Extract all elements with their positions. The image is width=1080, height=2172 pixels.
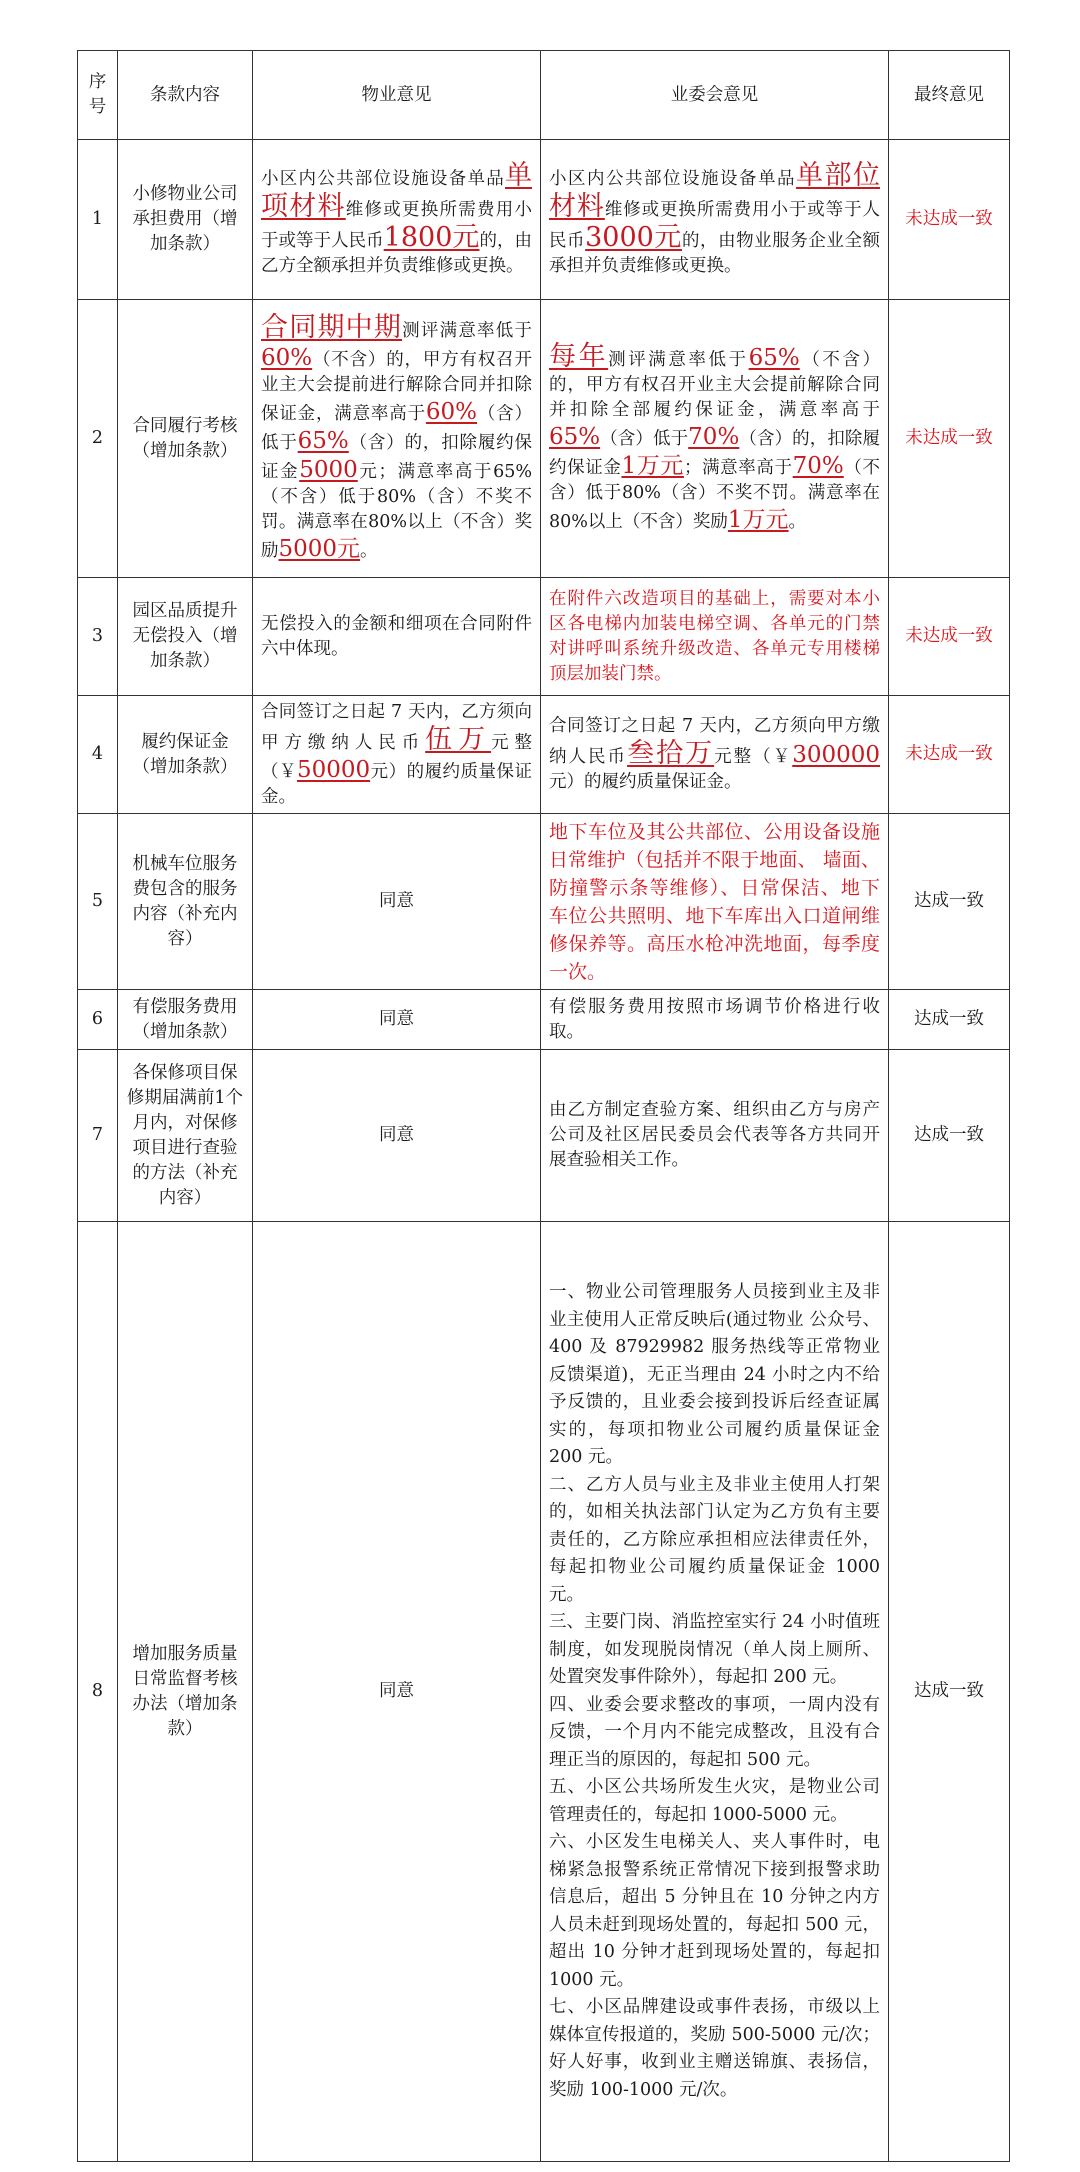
- row-property-opinion: 合同签订之日起 7 天内，乙方须向甲方缴纳人民币伍万元整（￥50000元）的履约质量保证金。: [253, 696, 541, 814]
- opinion-table: [77, 50, 1010, 2162]
- table-row: [78, 1222, 1010, 2162]
- row-no: 2: [78, 300, 118, 578]
- emphasis-text: 60%: [261, 345, 313, 371]
- row-clause: 合同履行考核（增加条款）: [118, 300, 253, 578]
- emphasis-text: 合同期中期: [261, 312, 403, 343]
- table-row: [78, 300, 1010, 578]
- row-property-opinion: 无偿投入的金额和细项在合同附件六中体现。: [253, 578, 541, 696]
- row-no: 4: [78, 696, 118, 814]
- header-property-opinion: 物业意见: [253, 51, 541, 140]
- emphasis-text: 65%: [549, 424, 601, 450]
- row-property-opinion: 合同期中期测评满意率低于60%（不含）的，甲方有权召开业主大会提前进行解除合同并扣除保证金，满意率高于60%（含）低于65%（含）的，扣除履约保证金5000元；满意率高于65%（不含）低于80%（含）不奖不罚。满意率在80%以上（不含）奖励5000元。: [253, 300, 541, 578]
- table-header-row: [78, 51, 1010, 140]
- row-committee-opinion: 由乙方制定查验方案、组织由乙方与房产公司及社区居民委员会代表等各方共同开展查验相关工作。: [541, 1050, 889, 1222]
- table-row: [78, 1050, 1010, 1222]
- table-row: [78, 814, 1010, 990]
- emphasis-text: 1万元: [727, 507, 789, 533]
- row-final-opinion: 达成一致: [889, 1050, 1010, 1222]
- row-clause: 园区品质提升无偿投入（增加条款）: [118, 578, 253, 696]
- table-row: [78, 696, 1010, 814]
- row-committee-opinion: 地下车位及其公共部位、公用设备设施日常维护（包括并不限于地面、 墙面、防撞警示条等维修）、日常保洁、地下车位公共照明、地下车库出入口道闸维修保养等。高压水枪冲洗地面，每季度一次。: [541, 814, 889, 990]
- emphasis-text: 单项材料: [261, 159, 532, 222]
- header-clause: 条款内容: [118, 51, 253, 140]
- row-final-opinion: 未达成一致: [889, 578, 1010, 696]
- row-clause: 增加服务质量日常监督考核办法（增加条款）: [118, 1222, 253, 2162]
- emphasis-text: 300000: [792, 742, 881, 768]
- row-no: 1: [78, 140, 118, 300]
- header-final-opinion: 最终意见: [889, 51, 1010, 140]
- row-committee-opinion: 小区内公共部位设施设备单品单部位材料维修或更换所需费用小于或等于人民币3000元的，由物业服务企业全额承担并负责维修或更换。: [541, 140, 889, 300]
- emphasis-text: 60%: [425, 399, 478, 425]
- emphasis-text: 3000元: [585, 221, 682, 253]
- header-no: 序号: [78, 51, 118, 140]
- assessment-item: 四、业委会要求整改的事项，一周内没有反馈，一个月内不能完成整改，且没有合理正当的原因的，每起扣 500 元。: [549, 1694, 880, 1770]
- assessment-item: 六、小区发生电梯关人、夹人事件时，电梯紧急报警系统正常情况下接到报警求助信息后，超出 5 分钟且在 10 分钟之内方人员未赶到现场处置的，每起扣 500 元，超出 10 分钟才赶到现场处置的，每起扣 1000 元。: [549, 1832, 880, 1990]
- row-final-opinion: 达成一致: [889, 814, 1010, 990]
- row-property-opinion: 小区内公共部位设施设备单品单项材料维修或更换所需费用小于或等于人民币1800元的，由乙方全额承担并负责维修或更换。: [253, 140, 541, 300]
- assessment-item: 七、小区品牌建设或事件表扬，市级以上媒体宣传报道的，奖励 500-5000 元/次；好人好事，收到业主赠送锦旗、表扬信，奖励 100-1000 元/次。: [549, 1997, 880, 2100]
- row-property-opinion: 同意: [253, 1222, 541, 2162]
- row-property-opinion: 同意: [253, 1050, 541, 1222]
- emphasis-text: 每年: [549, 341, 609, 372]
- header-committee-opinion: 业委会意见: [541, 51, 889, 140]
- emphasis-text: 单部位材料: [549, 159, 880, 222]
- row-committee-opinion: 每年测评满意率低于65%（不含）的，甲方有权召开业主大会提前解除合同并扣除全部履约保证金，满意率高于65%（含）低于70%（含）的，扣除履约保证金1万元；满意率高于70%（不含）低于80%（含）不奖不罚。满意率在80%以上（不含）奖励1万元。: [541, 300, 889, 578]
- emphasis-text: 65%: [748, 345, 800, 371]
- table-row: [78, 578, 1010, 696]
- emphasis-text: 5000: [299, 457, 358, 483]
- emphasis-text: 1800元: [383, 221, 480, 253]
- assessment-item: 二、乙方人员与业主及非业主使用人打架的，如相关执法部门认定为乙方负有主要责任的，乙方除应承担相应法律责任外，每起扣物业公司履约质量保证金 1000 元。: [549, 1474, 880, 1605]
- emphasis-text: 70%: [688, 424, 740, 450]
- row-property-opinion: 同意: [253, 990, 541, 1050]
- row-final-opinion: 未达成一致: [889, 696, 1010, 814]
- row-no: 7: [78, 1050, 118, 1222]
- row-no: 5: [78, 814, 118, 990]
- row-final-opinion: 达成一致: [889, 1222, 1010, 2162]
- table-row: [78, 140, 1010, 300]
- emphasis-text: 50000: [296, 756, 371, 783]
- row-no: 6: [78, 990, 118, 1050]
- row-committee-opinion: 在附件六改造项目的基础上，需要对本小区各电梯内加装电梯空调、各单元的门禁对讲呼叫系统升级改造、各单元专用楼梯顶层加装门禁。: [541, 578, 889, 696]
- row-no: 3: [78, 578, 118, 696]
- assessment-item: 三、主要门岗、消监控室实行 24 小时值班制度，如发现脱岗情况（单人岗上厕所、处置突发事件除外），每起扣 200 元。: [549, 1612, 880, 1687]
- row-clause: 小修物业公司承担费用（增加条款）: [118, 140, 253, 300]
- row-clause: 各保修项目保修期届满前1个月内，对保修项目进行查验的方法（补充内容）: [118, 1050, 253, 1222]
- row-final-opinion: 达成一致: [889, 990, 1010, 1050]
- emphasis-text: 伍万: [425, 723, 492, 755]
- emphasis-text: 65%: [297, 428, 349, 454]
- row-committee-opinion: [541, 1222, 889, 2162]
- assessment-item: 一、物业公司管理服务人员接到业主及非业主使用人正常反映后(通过物业 公众号、400 及 87929982 服务热线等正常物业反馈渠道)，无正当理由 24 小时之内不给予反馈的，且业委会接到投诉后经查证属实的，每项扣物业公司履约质量保证金 200 元。: [549, 1282, 880, 1467]
- emphasis-text: 1万元: [621, 453, 684, 479]
- row-clause: 机械车位服务费包含的服务内容（补充内容）: [118, 814, 253, 990]
- emphasis-text: 70%: [792, 453, 844, 479]
- row-no: 8: [78, 1222, 118, 2162]
- table-row: [78, 990, 1010, 1050]
- row-committee-opinion: 合同签订之日起 7 天内，乙方须向甲方缴纳人民币叁拾万元整（￥300000元）的履约质量保证金。: [541, 696, 889, 814]
- row-property-opinion: 同意: [253, 814, 541, 990]
- row-final-opinion: 未达成一致: [889, 300, 1010, 578]
- row-committee-opinion: 有偿服务费用按照市场调节价格进行收取。: [541, 990, 889, 1050]
- emphasis-text: 5000元: [278, 536, 361, 562]
- row-clause: 有偿服务费用（增加条款）: [118, 990, 253, 1050]
- assessment-item: 五、小区公共场所发生火灾，是物业公司管理责任的，每起扣 1000-5000 元。: [549, 1777, 880, 1825]
- row-final-opinion: 未达成一致: [889, 140, 1010, 300]
- emphasis-text: 叁拾万: [627, 738, 715, 769]
- row-clause: 履约保证金（增加条款）: [118, 696, 253, 814]
